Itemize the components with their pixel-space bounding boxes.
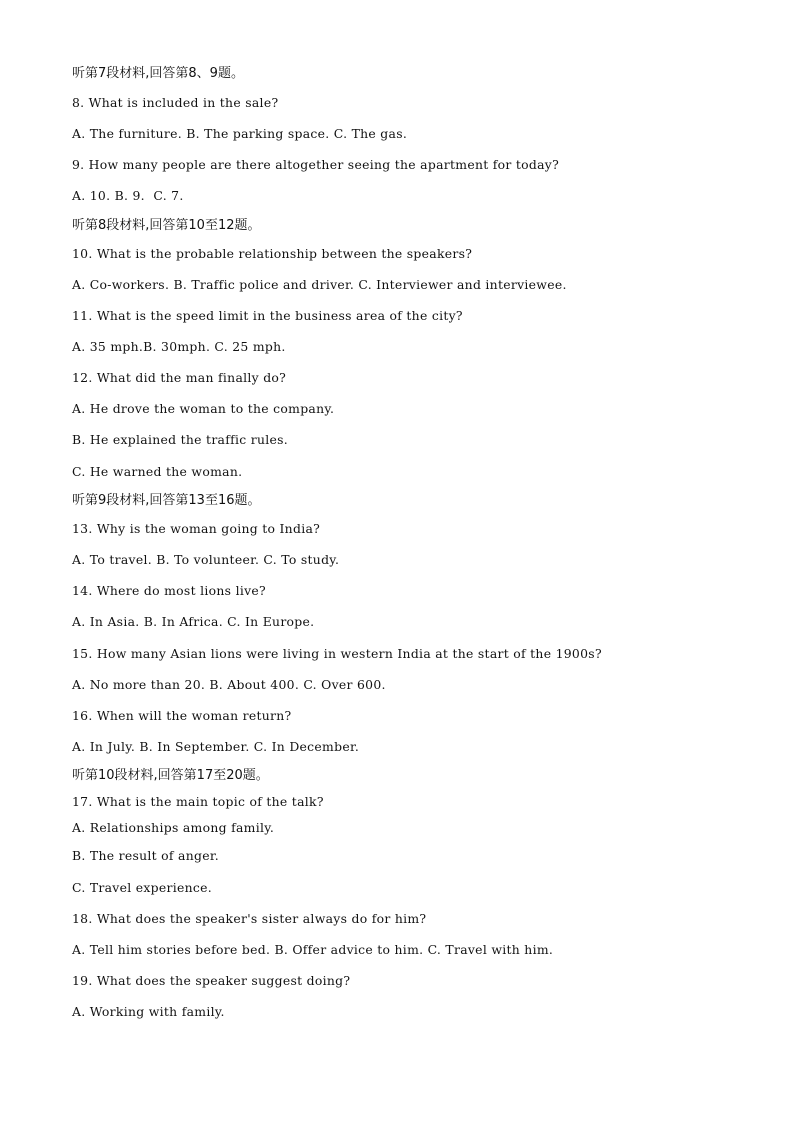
section-heading-7: 听第7段材料,回答第8、9题。: [72, 66, 244, 81]
option-17-b: B. The result of anger.: [72, 848, 219, 863]
option-17-a: A. Relationships among family.: [72, 820, 275, 835]
options-8: A. The furniture. B. The parking space. C. The gas.: [72, 126, 408, 141]
question-8: 8. What is included in the sale?: [72, 95, 279, 110]
question-18: 18. What does the speaker's sister always do for him?: [72, 911, 427, 926]
options-14: A. In Asia. B. In Africa. C. In Europe.: [72, 614, 315, 629]
section-heading-10: 听第10段材料,回答第17至20题。: [72, 768, 269, 783]
option-19-a: A. Working with family.: [72, 1004, 225, 1019]
options-11: A. 35 mph.B. 30mph. C. 25 mph.: [72, 339, 286, 354]
option-12-a: A. He drove the woman to the company.: [72, 401, 335, 416]
options-10: A. Co-workers. B. Traffic police and driver. C. Interviewer and interviewee.: [72, 277, 567, 292]
question-14: 14. Where do most lions live?: [72, 583, 266, 598]
option-17-c: C. Travel experience.: [72, 880, 213, 895]
section-heading-9: 听第9段材料,回答第13至16题。: [72, 493, 261, 508]
options-18: A. Tell him stories before bed. B. Offer advice to him. C. Travel with him.: [72, 942, 554, 957]
question-10: 10. What is the probable relationship between the speakers?: [72, 246, 473, 261]
options-9: A. 10. B. 9. C. 7.: [72, 188, 184, 203]
question-17: 17. What is the main topic of the talk?: [72, 794, 324, 809]
question-12: 12. What did the man finally do?: [72, 370, 287, 385]
section-heading-8: 听第8段材料,回答第10至12题。: [72, 218, 261, 233]
options-16: A. In July. B. In September. C. In December.: [72, 739, 360, 754]
question-9: 9. How many people are there altogether seeing the apartment for today?: [72, 157, 560, 172]
question-19: 19. What does the speaker suggest doing?: [72, 973, 351, 988]
question-11: 11. What is the speed limit in the business area of the city?: [72, 308, 463, 323]
question-15: 15. How many Asian lions were living in western India at the start of the 1900s?: [72, 646, 602, 661]
question-13: 13. Why is the woman going to India?: [72, 521, 321, 536]
option-12-b: B. He explained the traffic rules.: [72, 432, 289, 447]
option-12-c: C. He warned the woman.: [72, 464, 243, 479]
options-15: A. No more than 20. B. About 400. C. Over 600.: [72, 677, 386, 692]
options-13: A. To travel. B. To volunteer. C. To study.: [72, 552, 340, 567]
question-16: 16. When will the woman return?: [72, 708, 292, 723]
